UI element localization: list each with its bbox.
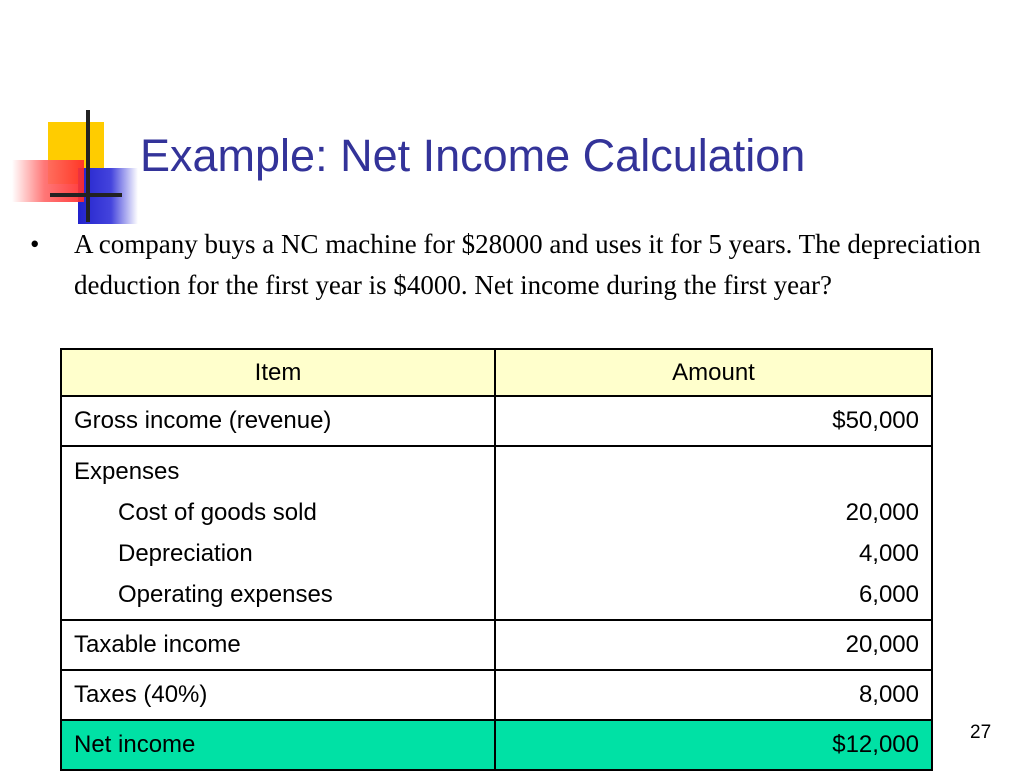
expense-amount-cost-of-goods: 20,000 xyxy=(845,499,919,526)
expenses-labels-cell xyxy=(61,446,495,620)
gross-income-label: Gross income (revenue) xyxy=(61,396,495,446)
table-row-net-income xyxy=(61,720,932,770)
expense-label-depreciation: Depreciation xyxy=(118,540,253,567)
table-row-gross-income xyxy=(61,396,932,446)
table-row-taxes xyxy=(61,670,932,720)
taxable-income-amount: 20,000 xyxy=(495,620,932,670)
bullet-dot-icon: • xyxy=(30,229,40,259)
taxes-label: Taxes (40%) xyxy=(61,670,495,720)
expenses-amounts-cell xyxy=(495,446,932,620)
expense-label-cost-of-goods: Cost of goods sold xyxy=(118,499,317,526)
net-income-label: Net income xyxy=(61,720,495,770)
expense-label-operating: Operating expenses xyxy=(118,581,333,608)
taxable-income-label: Taxable income xyxy=(61,620,495,670)
bullet-text: A company buys a NC machine for $28000 and uses it for 5 years. The depreciation deduction for the first year is $4000. Net income during the first year? xyxy=(74,229,981,300)
header-item: Item xyxy=(61,349,495,396)
table-row-expenses xyxy=(61,446,932,620)
table-header-row xyxy=(61,349,932,396)
taxes-amount: 8,000 xyxy=(495,670,932,720)
expenses-amount-blank xyxy=(508,451,919,492)
expenses-label: Expenses xyxy=(74,458,180,485)
net-income-table xyxy=(60,348,933,771)
table-row-taxable-income xyxy=(61,620,932,670)
gross-income-amount: $50,000 xyxy=(495,396,932,446)
header-amount: Amount xyxy=(495,349,932,396)
decor-vertical-line xyxy=(86,110,90,222)
expense-amount-depreciation: 4,000 xyxy=(858,540,919,567)
net-income-amount: $12,000 xyxy=(495,720,932,770)
page-number: 27 xyxy=(970,722,992,743)
slide-title: Example: Net Income Calculation xyxy=(140,130,806,181)
expense-amount-operating: 6,000 xyxy=(858,581,919,608)
decor-horizontal-line xyxy=(50,193,122,197)
